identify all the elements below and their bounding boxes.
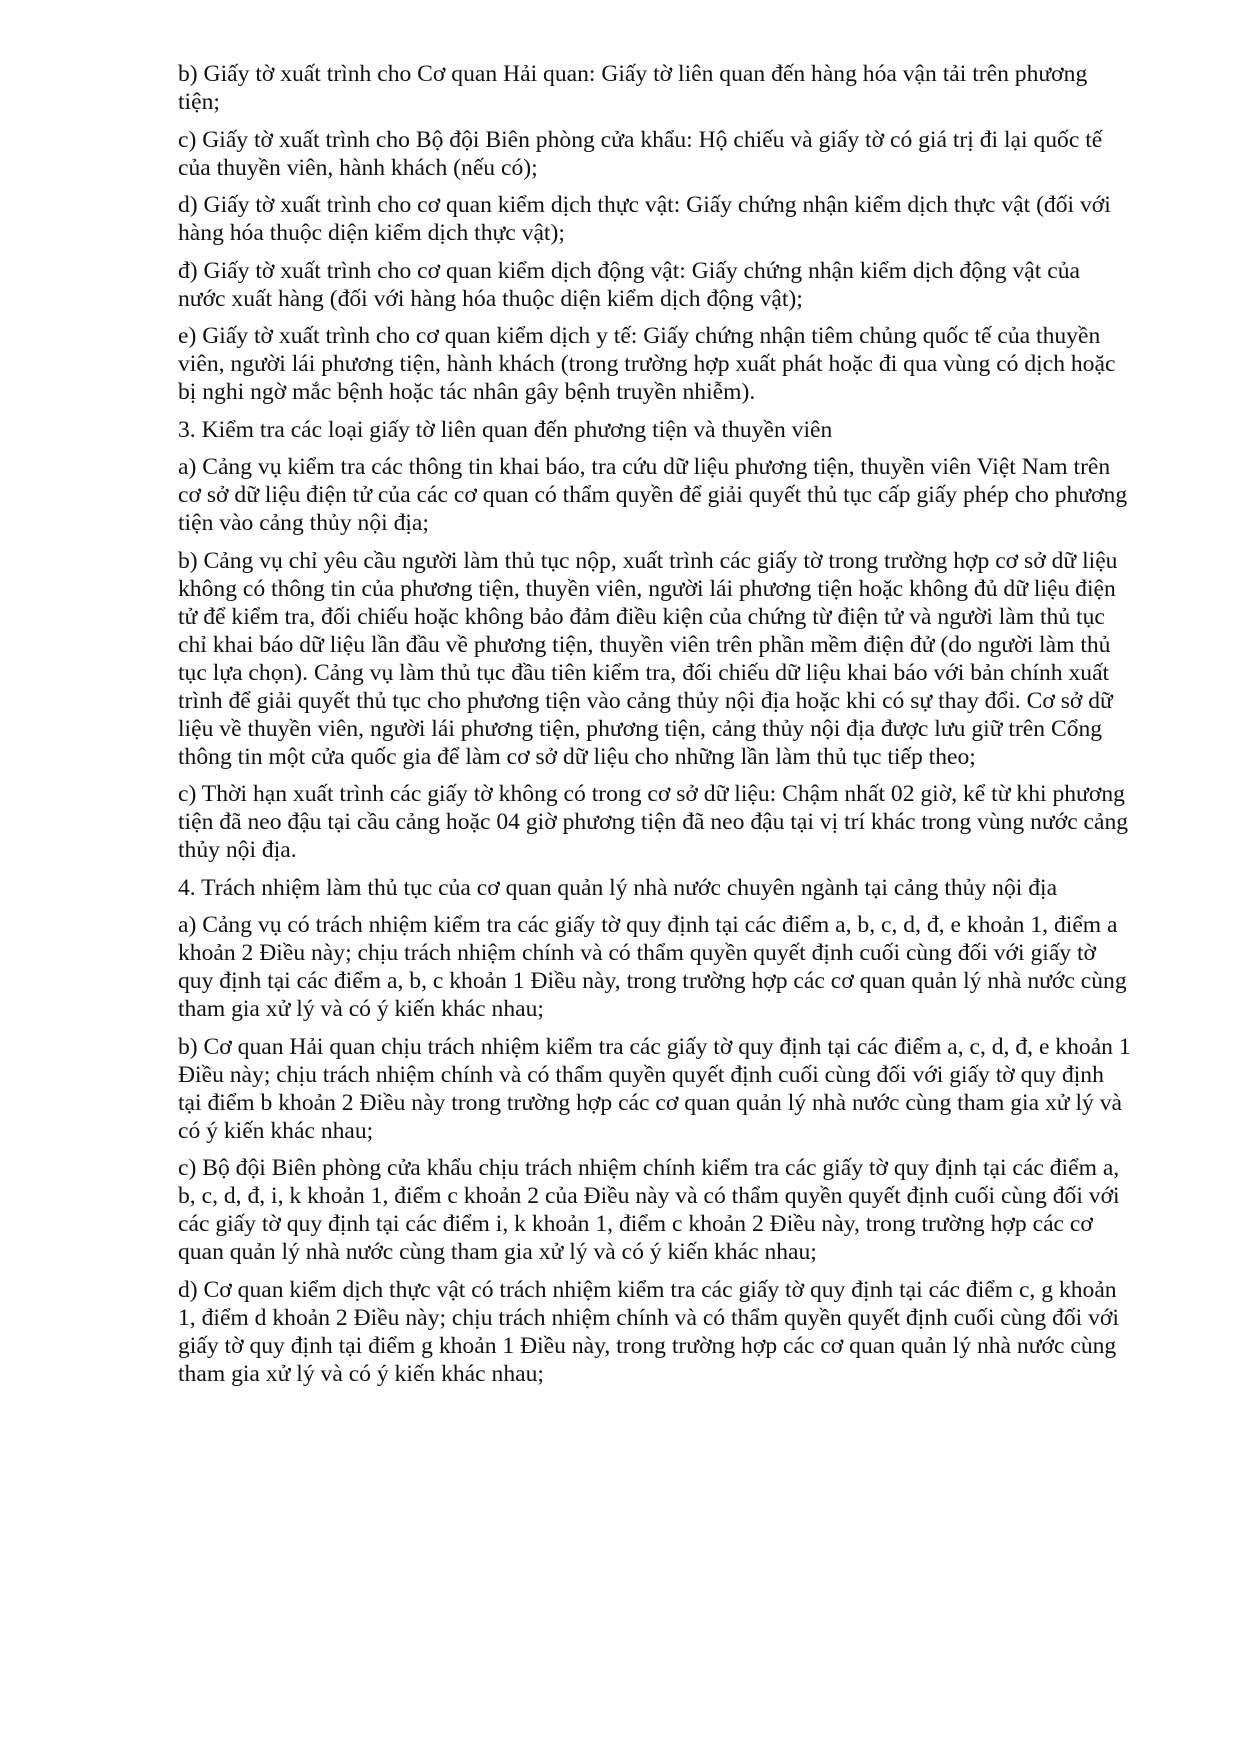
document-body	[178, 60, 1133, 1397]
paragraph-3c: c) Thời hạn xuất trình các giấy tờ không có trong cơ sở dữ liệu: Chậm nhất 02 giờ, kể từ khi phương tiện đã neo đậu tại cầu cảng hoặc 04 giờ phương tiện đã neo đậu tại vị trí khác trong vùng nước cảng thủy nội địa.	[178, 781, 1129, 863]
paragraph-4a: a) Cảng vụ có trách nhiệm kiểm tra các giấy tờ quy định tại các điểm a, b, c, d, đ, e khoản 1, điểm a khoản 2 Điều này; chịu trách nhiệm chính và có thẩm quyền quyết định cuối cùng đối với giấy tờ quy định tại các điểm a, b, c khoản 1 Điều này, trong trường hợp các cơ quan quản lý nhà nước cùng tham gia xử lý và có ý kiến khác nhau;	[178, 912, 1127, 1022]
paragraph-3b: b) Cảng vụ chỉ yêu cầu người làm thủ tục nộp, xuất trình các giấy tờ trong trường hợp cơ sở dữ liệu không có thông tin của phương tiện, thuyền viên, người lái phương tiện hoặc không đủ dữ liệu điện tử để kiểm tra, đối chiếu hoặc không bảo đảm điều kiện của chứng từ điện tử và người làm thủ tục chỉ khai báo dữ liệu lần đầu về phương tiện, thuyền viên trên phần mềm điện đử (do người làm thủ tục lựa chọn). Cảng vụ làm thủ tục đầu tiên kiểm tra, đối chiếu dữ liệu khai báo với bản chính xuất trình để giải quyết thủ tục cho phương tiện vào cảng thủy nội địa hoặc khi có sự thay đổi. Cơ sở dữ liệu về thuyền viên, người lái phương tiện, phương tiện, cảng thủy nội địa được lưu giữ trên Cổng thông tin một cửa quốc gia để làm cơ sở dữ liệu cho những lần làm thủ tục tiếp theo;	[178, 547, 1118, 770]
paragraph-2d-plant-quarantine: d) Giấy tờ xuất trình cho cơ quan kiểm dịch thực vật: Giấy chứng nhận kiểm dịch thực vật (đối với hàng hóa thuộc diện kiểm dịch thực vật);	[178, 192, 1111, 246]
paragraph-2c-border-guard: c) Giấy tờ xuất trình cho Bộ đội Biên phòng cửa khẩu: Hộ chiếu và giấy tờ có giá trị đi lại quốc tế của thuyền viên, hành khách (nếu có);	[178, 126, 1103, 181]
paragraph-4b: b) Cơ quan Hải quan chịu trách nhiệm kiểm tra các giấy tờ quy định tại các điểm a, c, d, đ, e khoản 1 Điều này; chịu trách nhiệm chính và có thẩm quyền quyết định cuối cùng đối với giấy tờ quy định tại điểm b khoản 2 Điều này trong trường hợp các cơ quan quản lý nhà nước cùng tham gia xử lý và có ý kiến khác nhau;	[178, 1033, 1131, 1144]
section-heading-4: 4. Trách nhiệm làm thủ tục của cơ quan quản lý nhà nước chuyên ngành tại cảng thủy nội địa	[178, 874, 1058, 901]
paragraph-4d: d) Cơ quan kiểm dịch thực vật có trách nhiệm kiểm tra các giấy tờ quy định tại các điểm c, g khoản 1, điểm d khoản 2 Điều này; chịu trách nhiệm chính và có thẩm quyền quyết định cuối cùng đối với giấy tờ quy định tại điểm g khoản 1 Điều này, trong trường hợp các cơ quan quản lý nhà nước cùng tham gia xử lý và có ý kiến khác nhau;	[178, 1276, 1119, 1387]
paragraph-3a: a) Cảng vụ kiểm tra các thông tin khai báo, tra cứu dữ liệu phương tiện, thuyền viên Việt Nam trên cơ sở dữ liệu điện tử của các cơ quan có thẩm quyền để giải quyết thủ tục cấp giấy phép cho phương tiện vào cảng thủy nội địa;	[178, 454, 1128, 536]
paragraph-2b-customs: b) Giấy tờ xuất trình cho Cơ quan Hải quan: Giấy tờ liên quan đến hàng hóa vận tải trên phương tiện;	[178, 61, 1088, 115]
section-heading-3: 3. Kiểm tra các loại giấy tờ liên quan đến phương tiện và thuyền viên	[178, 416, 833, 443]
paragraph-2e-health-quarantine: e) Giấy tờ xuất trình cho cơ quan kiểm dịch y tế: Giấy chứng nhận tiêm chủng quốc tế của thuyền viên, người lái phương tiện, hành khách (trong trường hợp xuất phát hoặc đi qua vùng có dịch hoặc bị nghi ngờ mắc bệnh hoặc tác nhân gây bệnh truyền nhiễm).	[178, 323, 1116, 405]
paragraph-2dd-animal-quarantine: đ) Giấy tờ xuất trình cho cơ quan kiểm dịch động vật: Giấy chứng nhận kiểm dịch động vật của nước xuất hàng (đối với hàng hóa thuộc diện kiểm dịch động vật);	[178, 257, 1080, 312]
paragraph-4c: c) Bộ đội Biên phòng cửa khẩu chịu trách nhiệm chính kiểm tra các giấy tờ quy định tại các điểm a, b, c, d, đ, i, k khoản 1, điểm c khoản 2 của Điều này và có thẩm quyền quyết định cuối cùng đối với các giấy tờ quy định tại các điểm i, k khoản 1, điểm c khoản 2 Điều này, trong trường hợp các cơ quan quản lý nhà nước cùng tham gia xử lý và có ý kiến khác nhau;	[178, 1155, 1120, 1265]
